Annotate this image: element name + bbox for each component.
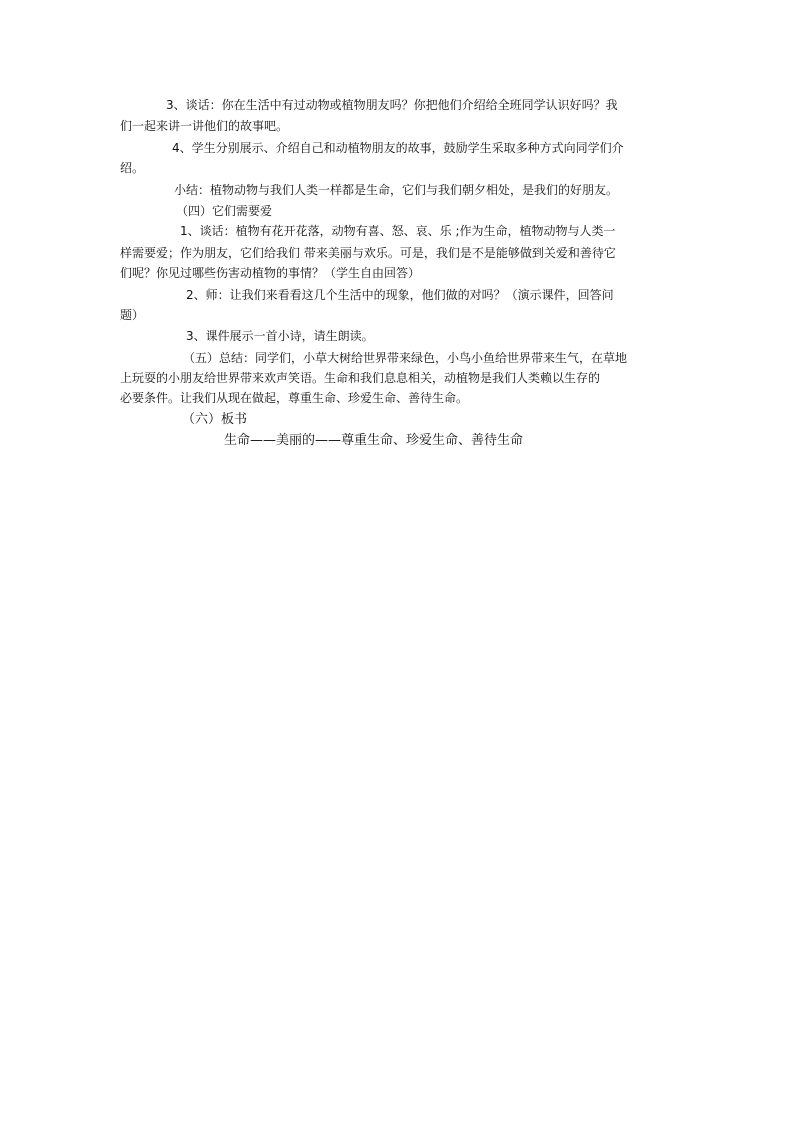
section-4-item-1-line-3: 们呢？你见过哪些伤害动植物的事情？（学生自由回答）	[120, 266, 421, 280]
section-4-item-1-line-2: 样需要爱；作为朋友，它们给我们 带来美丽与欢乐。可是，我们是不是能够做到关爱和善待它	[120, 246, 616, 260]
section-4-heading: （四）它们需要爱	[176, 204, 273, 218]
paragraph-4-line-2: 绍。	[120, 161, 145, 175]
section-4-item-3: 3、课件展示一首小诗，请生朗读。	[186, 329, 374, 343]
section-5-line-2: 上玩耍的小朋友给世界带来欢声笑语。生命和我们息息相关，动植物是我们人类赖以生存的	[120, 371, 601, 385]
paragraph-4-line-1: 4、学生分别展示、介绍自己和动植物朋友的故事，鼓励学生采取多种方式向同学们介	[172, 141, 624, 155]
section-6-heading: （六）板书	[182, 412, 248, 427]
summary-line: 小结：植物动物与我们人类一样都是生命，它们与我们朝夕相处，是我们的好朋友。	[174, 183, 619, 197]
section-4-item-1-line-1: 1、谈话：植物有花开花落，动物有喜、怒、哀、乐 ;作为生命，植物动物与人类一	[180, 224, 616, 238]
board-text: 生命——美丽的——尊重生命、珍爱生命、善待生命	[224, 433, 524, 448]
paragraph-3-line-1: 3、谈话：你在生活中有过动物或植物朋友吗？你把他们介绍给全班同学认识好吗？我	[166, 98, 618, 112]
section-5-line-1: （五）总结：同学们，小草大树给世界带来绿色，小鸟小鱼给世界带来生气，在草地	[183, 351, 628, 365]
section-5-line-3: 必要条件。让我们从现在做起，尊重生命、珍爱生命、善待生命。	[120, 391, 469, 405]
paragraph-3-line-2: 们一起来讲一讲他们的故事吧。	[120, 119, 289, 133]
section-4-item-2-line-2: 题）	[120, 308, 145, 322]
section-4-item-2-line-1: 2、师：让我们来看看这几个生活中的现象，他们做的对吗？（演示课件，回答问	[186, 288, 614, 302]
